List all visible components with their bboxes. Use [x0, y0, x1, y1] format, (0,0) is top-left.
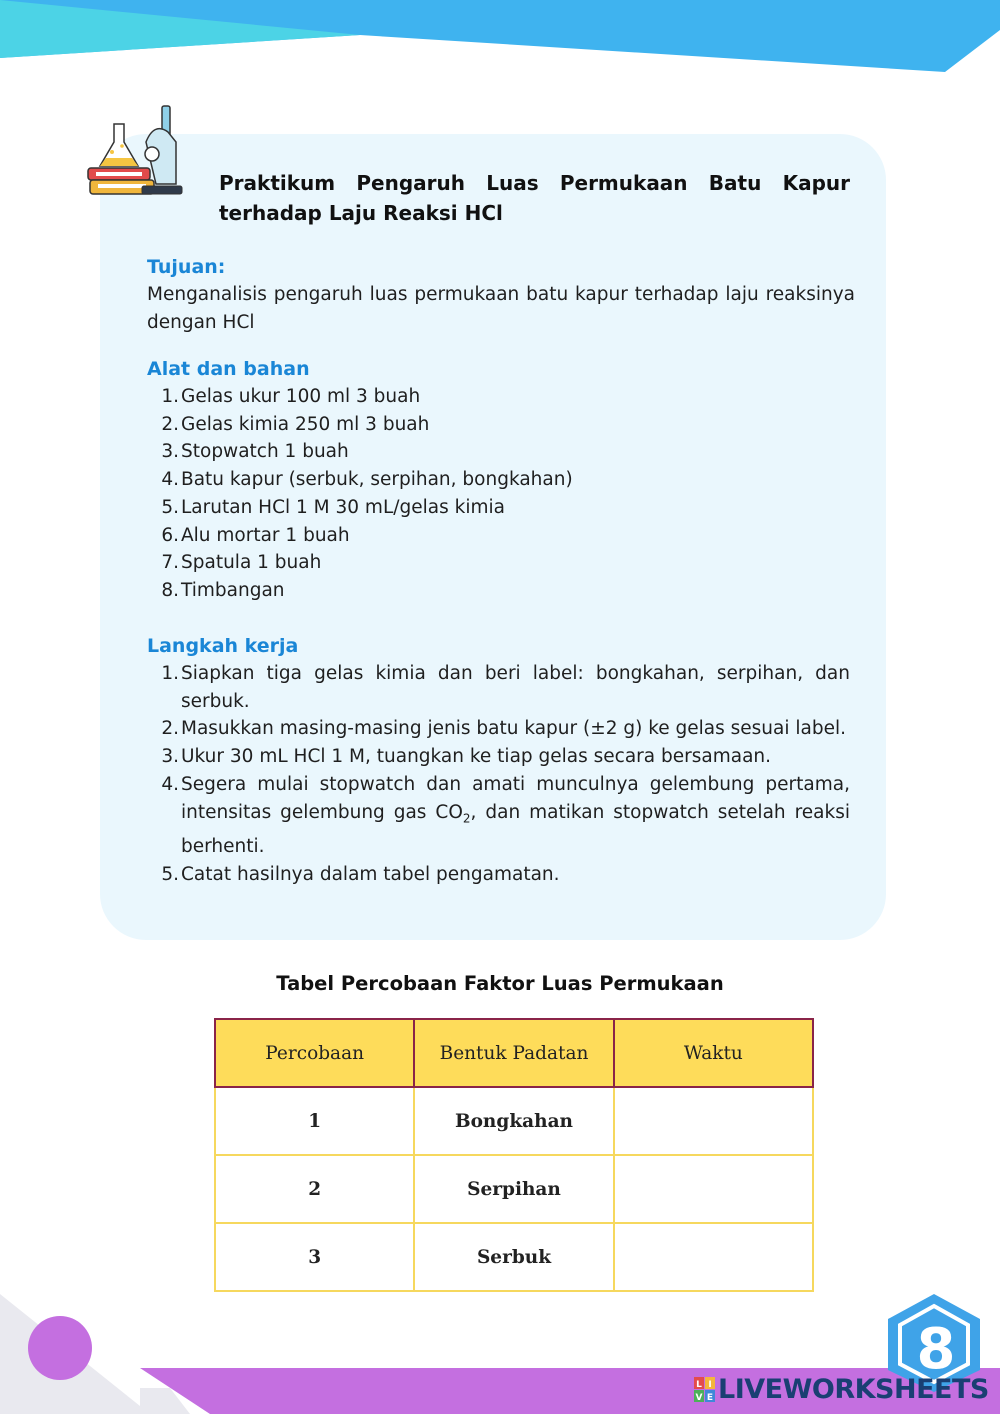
cell-waktu-input[interactable]: [614, 1155, 813, 1223]
list-number: 6.: [161, 524, 179, 546]
cell-percobaan: 3: [215, 1223, 414, 1291]
header-bentuk-padatan: Bentuk Padatan: [414, 1019, 613, 1087]
subscript: 2: [462, 811, 471, 826]
list-text: Timbangan: [181, 579, 285, 601]
list-number: 3.: [161, 441, 179, 463]
langkah-kerja-heading: Langkah kerja: [147, 635, 299, 657]
alat-bahan-heading: Alat dan bahan: [147, 358, 310, 380]
header-percobaan: Percobaan: [215, 1019, 414, 1087]
cell-percobaan: 2: [215, 1155, 414, 1223]
table-title: Tabel Percobaan Faktor Luas Permukaan: [276, 972, 724, 995]
laboratory-icon: [86, 102, 186, 202]
cell-waktu-input[interactable]: [614, 1087, 813, 1155]
list-number: 4.: [161, 469, 179, 491]
list-text: Stopwatch 1 buah: [181, 441, 349, 463]
cell-percobaan: 1: [215, 1087, 414, 1155]
badge-letter: E: [706, 1393, 714, 1403]
list-item: [147, 411, 855, 439]
header-waktu: Waktu: [614, 1019, 813, 1087]
table-row: [215, 1155, 813, 1223]
tujuan-heading: Tujuan:: [147, 256, 226, 278]
list-number: 2.: [161, 413, 179, 435]
list-text: Siapkan tiga gelas kimia dan beri label: bongkahan, serpihan, dan serbuk.: [181, 663, 850, 712]
tujuan-text: Menganalisis pengaruh luas permukaan batu kapur terhadap laju reaksinya dengan HCl: [147, 284, 855, 333]
list-item: [147, 715, 850, 743]
list-number: 5.: [161, 863, 179, 885]
cell-bentuk: Serpihan: [414, 1155, 613, 1223]
list-item: [147, 549, 855, 577]
cell-bentuk: Serbuk: [414, 1223, 613, 1291]
list-item: [147, 383, 855, 411]
cell-bentuk: Bongkahan: [414, 1087, 613, 1155]
list-text: Catat hasilnya dalam tabel pengamatan.: [181, 863, 560, 885]
list-number: 2.: [161, 718, 179, 740]
list-item: [147, 861, 850, 889]
list-text: Ukur 30 mL HCl 1 M, tuangkan ke tiap gelas secara bersamaan.: [181, 746, 772, 768]
list-text-part: , dan matikan stopwatch setelah reaksi berhenti.: [181, 801, 850, 857]
list-text: Masukkan masing-masing jenis batu kapur (±2 g) ke gelas sesuai label.: [181, 718, 847, 740]
list-item: [147, 577, 855, 605]
list-item: [147, 771, 850, 861]
list-text-part: Segera mulai stopwatch dan amati munculnya gelembung pertama, intensitas gelembung gas CO: [181, 773, 850, 823]
badge-letter: L: [696, 1380, 702, 1390]
table-row: [215, 1087, 813, 1155]
list-text: Alu mortar 1 buah: [181, 524, 350, 546]
list-item: [147, 660, 850, 715]
page-title: Praktikum Pengaruh Luas Permukaan Batu Kapur terhadap Laju Reaksi HCl: [219, 171, 850, 225]
list-item: [147, 494, 855, 522]
list-item: [147, 466, 855, 494]
list-item: [147, 522, 855, 550]
list-number: 8.: [161, 579, 179, 601]
list-item: [147, 743, 850, 771]
list-text: Batu kapur (serbuk, serpihan, bongkahan): [181, 469, 573, 491]
langkah-kerja-section: [147, 632, 850, 888]
list-number: 5.: [161, 496, 179, 518]
observation-table: [214, 1018, 814, 1292]
list-text: Spatula 1 buah: [181, 552, 322, 574]
badge-letter: I: [708, 1380, 712, 1390]
alat-bahan-section: [147, 355, 855, 605]
alat-bahan-list: [147, 383, 855, 605]
badge-letter: V: [695, 1393, 703, 1403]
table-header-row: [215, 1019, 813, 1087]
list-text: Larutan HCl 1 M 30 mL/gelas kimia: [181, 496, 505, 518]
list-number: 4.: [161, 773, 179, 795]
list-number: 1.: [161, 386, 179, 407]
liveworksheets-badge-icon: [694, 1377, 716, 1403]
list-number: 3.: [161, 746, 179, 768]
list-text: [181, 774, 850, 857]
top-banner-decoration: [0, 0, 1000, 80]
list-number: 1.: [161, 663, 179, 684]
list-text: Gelas ukur 100 ml 3 buah: [181, 386, 421, 407]
langkah-kerja-list: [147, 660, 850, 888]
liveworksheets-logo[interactable]: LIVEWORKSHEETS: [718, 1374, 989, 1405]
list-number: 7.: [161, 552, 179, 574]
hex-number: 8: [916, 1317, 956, 1382]
tujuan-section: [147, 253, 855, 337]
list-item: [147, 438, 855, 466]
list-text: Gelas kimia 250 ml 3 buah: [181, 413, 430, 435]
